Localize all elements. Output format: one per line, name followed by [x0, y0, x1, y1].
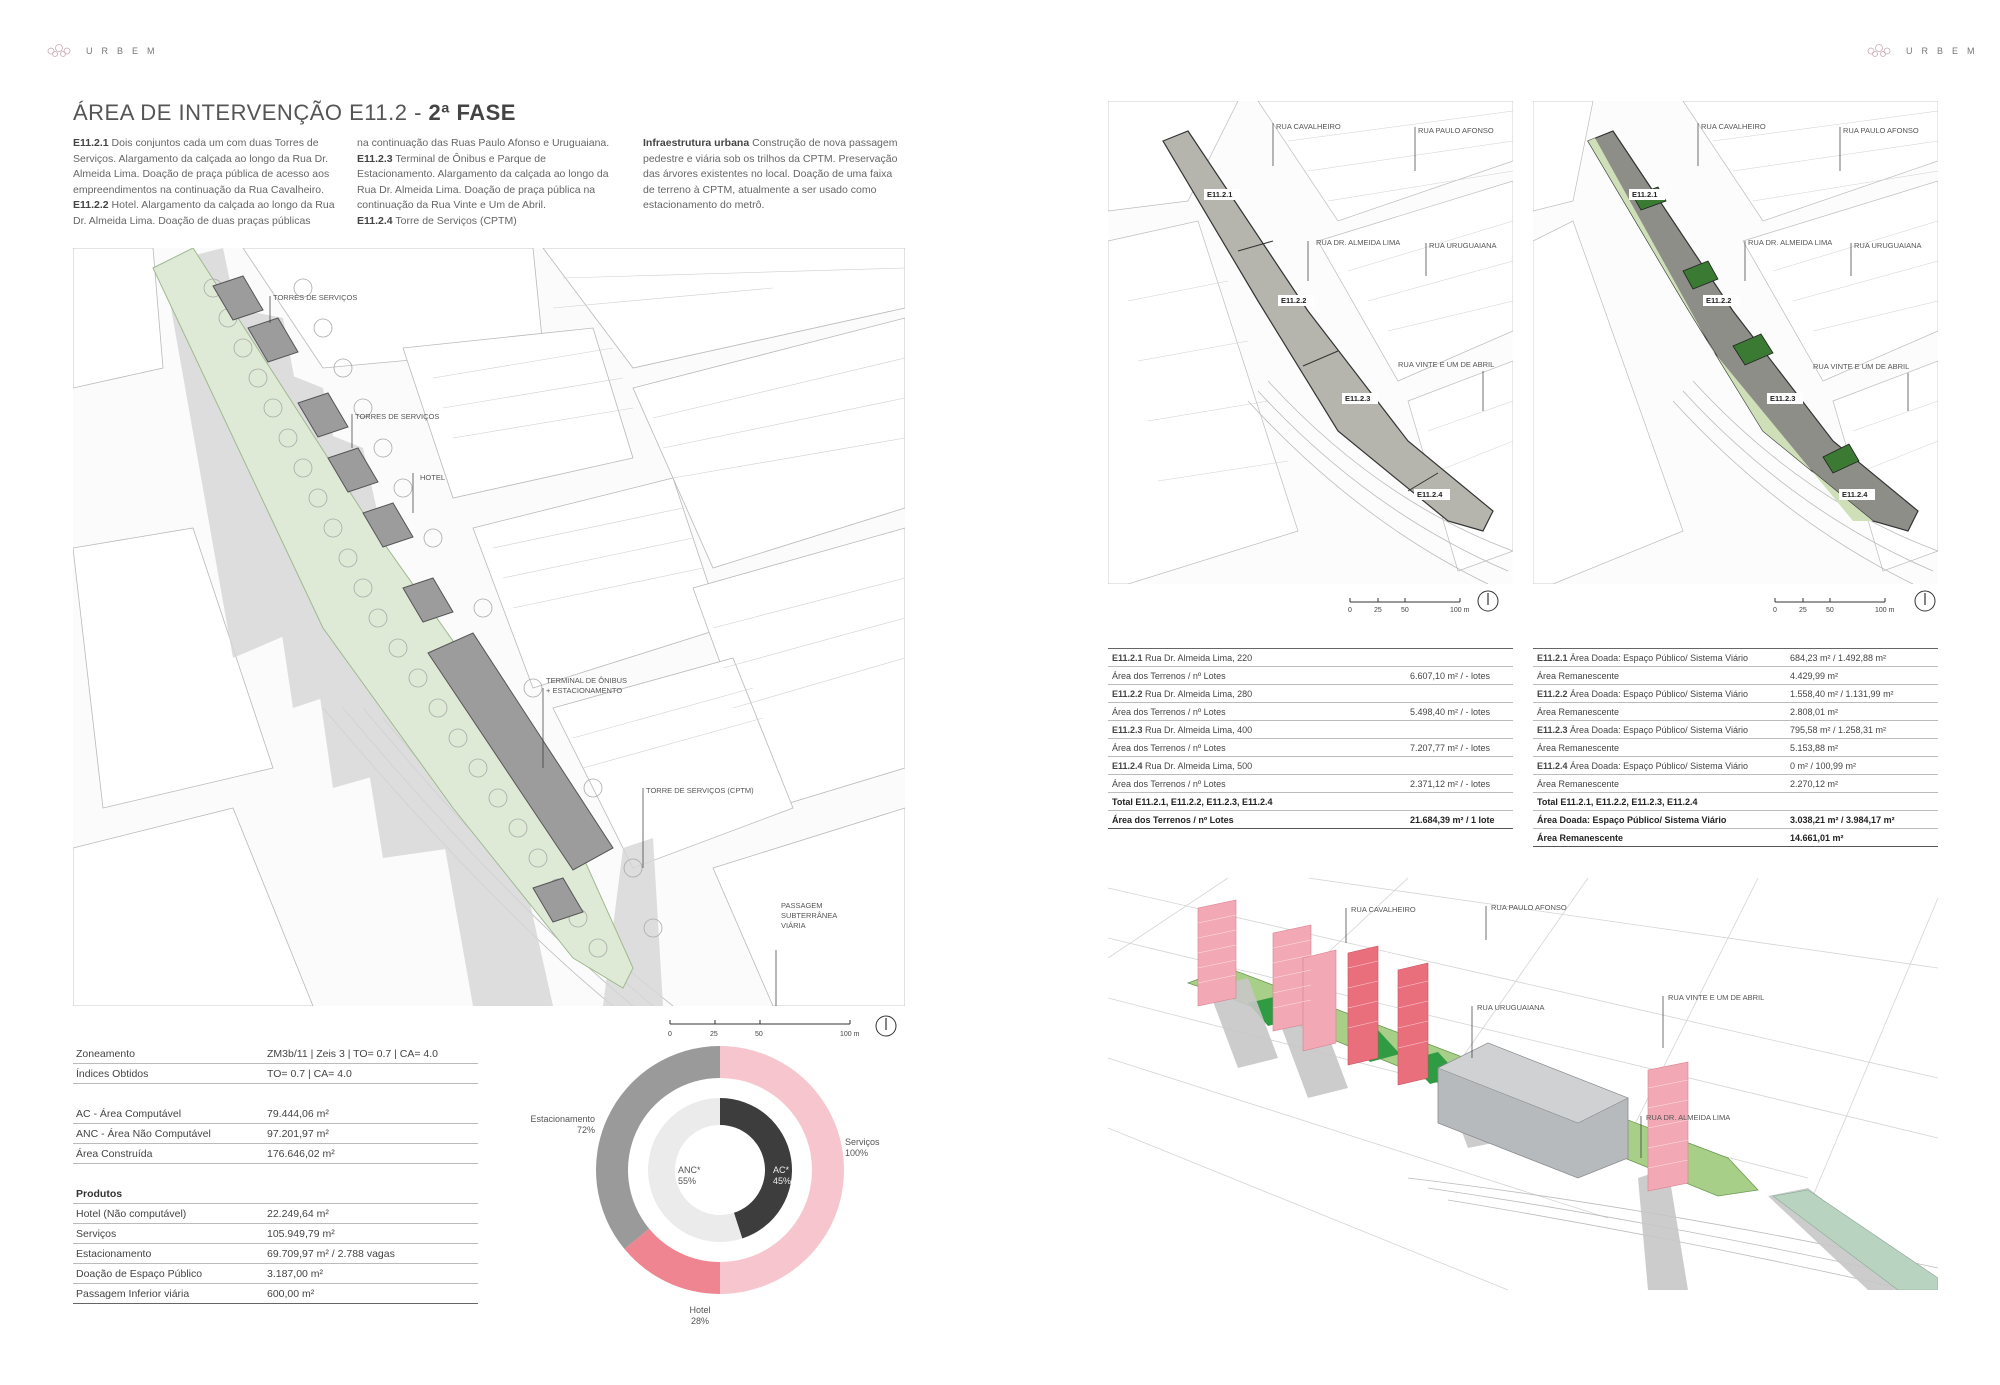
- north-arrow-icon: [1478, 591, 1498, 611]
- street-almeida-lima: RUA DR. ALMEIDA LIMA: [1748, 238, 1833, 247]
- scale-tick: 0: [1348, 607, 1352, 614]
- scale-tick: 100 m: [840, 1031, 860, 1038]
- street-uruguaiana: RUA URUGUAIANA: [1854, 241, 1922, 250]
- lot-tag: E11.2.1: [1207, 190, 1233, 199]
- street-paulo-afonso: RUA PAULO AFONSO: [1418, 126, 1494, 135]
- north-arrow-icon: [1915, 591, 1935, 611]
- table-row: E11.2.1 Área Doada: Espaço Público/ Sistema Viário 684,23 m² / 1.492,88 m²: [1533, 649, 1938, 667]
- scale-tick: 50: [1401, 607, 1409, 614]
- scale-tick: 25: [1799, 607, 1807, 614]
- table-row-total: Área dos Terrenos / nº Lotes 21.684,39 m² / 1 lote: [1108, 811, 1513, 829]
- table-row: Área dos Terrenos / nº Lotes 6.607,10 m² / - lotes: [1108, 667, 1513, 685]
- site-plan-svg: [73, 248, 905, 1006]
- axon-label-vinte-um-abril: RUA VINTE E UM DE ABRIL: [1668, 993, 1765, 1002]
- logo-right: [1862, 42, 1984, 60]
- label-torre-cptm: TORRE DE SERVIÇOS (CPTM): [646, 786, 754, 795]
- label-ac-pct: 45%: [773, 1176, 792, 1186]
- scale-tick: 25: [710, 1031, 718, 1038]
- table-row: ANC - Área Não Computável 97.201,97 m²: [73, 1124, 478, 1144]
- table-row-total: Área Remanescente 14.661,01 m²: [1533, 829, 1938, 847]
- intro-para: Infraestrutura urbana Construção de nova passagem pedestre e viária sob os trilhos da CPTM. Preservação das árvores existentes no local. Doação de uma faixa de terreno à CPTM, atualmente a ser usado como estacionamento do metrô.: [643, 137, 898, 211]
- label-terminal-2: + ESTACIONAMENTO: [546, 686, 623, 695]
- logo-flower-icon: [1862, 42, 1896, 60]
- table-row: Hotel (Não computável) 22.249,64 m²: [73, 1204, 478, 1224]
- label-torres-2: TORRES DE SERVIÇOS: [355, 412, 440, 421]
- table-row: Área Remanescente 2.808,01 m²: [1533, 703, 1938, 721]
- lot-tag: E11.2.4: [1842, 490, 1868, 499]
- page-title: ÁREA DE INTERVENÇÃO E11.2 - 2ª FASE: [73, 100, 516, 125]
- axon-label-uruguaiana: RUA URUGUAIANA: [1477, 1003, 1545, 1012]
- intro-para: E11.2.2 Hotel. Alargamento da calçada ao longo da Rua Dr. Almeida Lima. Doação de duas praças públicas: [73, 199, 335, 227]
- table-row-total: Total E11.2.1, E11.2.2, E11.2.3, E11.2.4: [1108, 793, 1513, 811]
- lot-tag: E11.2.3: [1345, 394, 1371, 403]
- label-torres-1: TORRES DE SERVIÇOS: [273, 293, 358, 302]
- table-row: Doação de Espaço Público 3.187,00 m²: [73, 1264, 478, 1284]
- table-row: Área Remanescente 2.270,12 m²: [1533, 775, 1938, 793]
- table-row: E11.2.1 Rua Dr. Almeida Lima, 220: [1108, 649, 1513, 667]
- intro-col-3: [643, 136, 905, 214]
- axon-label-cavalheiro: RUA CAVALHEIRO: [1351, 905, 1416, 914]
- table-row: Passagem Inferior viária 600,00 m²: [73, 1284, 478, 1304]
- table-row: E11.2.3 Área Doada: Espaço Público/ Sistema Viário 795,58 m² / 1.258,31 m²: [1533, 721, 1938, 739]
- donation-table: [1533, 648, 1938, 847]
- label-hotel-pct: Hotel 28%: [689, 1305, 711, 1326]
- donut-outer-ring: [596, 1046, 844, 1294]
- label-servicos: Serviços 100%: [845, 1137, 880, 1158]
- lot-tag: E11.2.3: [1770, 394, 1796, 403]
- scale-tick: 0: [668, 1031, 672, 1038]
- scale-tick: 50: [755, 1031, 763, 1038]
- table-row: Área Remanescente 5.153,88 m²: [1533, 739, 1938, 757]
- street-vinte-um-abril: RUA VINTE E UM DE ABRIL: [1398, 360, 1495, 369]
- table-row: Serviços 105.949,79 m²: [73, 1224, 478, 1244]
- axonometric-view: [1108, 878, 1938, 1290]
- table-row-heading: Produtos: [73, 1184, 478, 1204]
- site-map-donation-svg: [1533, 101, 1938, 584]
- intro-para: na continuação das Ruas Paulo Afonso e Uruguaiana.: [357, 137, 610, 149]
- scale-tick: 100 m: [1450, 607, 1470, 614]
- table-row: Área Construída 176.646,02 m²: [73, 1144, 478, 1164]
- scale-tick: 50: [1826, 607, 1834, 614]
- intro-para: E11.2.4 Torre de Serviços (CPTM): [357, 214, 517, 227]
- logo-text: URBEM: [86, 46, 164, 56]
- label-passagem-3: VIÁRIA: [781, 921, 806, 930]
- street-paulo-afonso: RUA PAULO AFONSO: [1843, 126, 1919, 135]
- logo-flower-icon: [42, 42, 76, 60]
- north-arrow-icon: [876, 1016, 896, 1036]
- intro-col-1: [73, 136, 335, 229]
- table-row: AC - Área Computável 79.444,06 m²: [73, 1104, 478, 1124]
- donation-scale-bar: [1765, 588, 1937, 618]
- table-row: Zoneamento ZM3b/11 | Zeis 3 | TO= 0.7 | CA= 4.0: [73, 1044, 478, 1064]
- label-passagem-2: SUBTERRÂNEA: [781, 911, 838, 920]
- table-spacer: [73, 1084, 478, 1105]
- site-map-lots: [1108, 101, 1513, 584]
- axonometric-svg: [1108, 878, 1938, 1290]
- table-row: E11.2.2 Área Doada: Espaço Público/ Sistema Viário 1.558,40 m² / 1.131,99 m²: [1533, 685, 1938, 703]
- label-hotel: HOTEL: [420, 473, 446, 482]
- label-terminal-1: TERMINAL DE ÔNIBUS: [546, 676, 627, 685]
- scale-tick: 0: [1773, 607, 1777, 614]
- table-row: Estacionamento 69.709,97 m² / 2.788 vagas: [73, 1244, 478, 1264]
- table-row: Área Remanescente 4.429,99 m²: [1533, 667, 1938, 685]
- table-row: E11.2.4 Rua Dr. Almeida Lima, 500: [1108, 757, 1513, 775]
- tower-4-icon: [1348, 946, 1378, 1065]
- lots-scale-bar: [1340, 588, 1500, 618]
- label-passagem-1: PASSAGEM: [781, 901, 823, 910]
- lots-table: [1108, 648, 1513, 829]
- main-site-plan: [73, 248, 905, 1006]
- summary-table: [73, 1044, 478, 1304]
- tower-1-icon: [1198, 900, 1236, 1006]
- table-row-total: Área Doada: Espaço Público/ Sistema Viário 3.038,21 m² / 3.984,17 m²: [1533, 811, 1938, 829]
- scale-tick: 100 m: [1875, 607, 1895, 614]
- intro-col-2: [357, 136, 619, 229]
- label-estacionamento: Estacionamento 72%: [530, 1114, 595, 1135]
- table-row: Área dos Terrenos / nº Lotes 2.371,12 m² / - lotes: [1108, 775, 1513, 793]
- street-cavalheiro: RUA CAVALHEIRO: [1276, 122, 1341, 131]
- table-row: Área dos Terrenos / nº Lotes 7.207,77 m² / - lotes: [1108, 739, 1513, 757]
- table-row: E11.2.2 Rua Dr. Almeida Lima, 280: [1108, 685, 1513, 703]
- logo-text: URBEM: [1906, 46, 1984, 56]
- site-map-lots-svg: [1108, 101, 1513, 584]
- intro-para: E11.2.1 Dois conjuntos cada um com duas Torres de Serviços. Alargamento da calçada ao longo da Rua Dr. Almeida Lima. Doação de praça pública de acesso aos empreendimentos na continuação da Rua Cavalheiro.: [73, 137, 330, 196]
- axon-label-almeida-lima: RUA DR. ALMEIDA LIMA: [1646, 1113, 1731, 1122]
- main-scale-bar: [660, 1012, 900, 1042]
- label-anc: ANC*: [678, 1165, 701, 1175]
- lot-tag: E11.2.2: [1281, 296, 1307, 305]
- label-anc-pct: 55%: [678, 1176, 697, 1186]
- street-almeida-lima: RUA DR. ALMEIDA LIMA: [1316, 238, 1401, 247]
- table-row: E11.2.3 Rua Dr. Almeida Lima, 400: [1108, 721, 1513, 739]
- table-row: Índices Obtidos TO= 0.7 | CA= 4.0: [73, 1064, 478, 1084]
- street-uruguaiana: RUA URUGUAIANA: [1429, 241, 1497, 250]
- table-row: Área dos Terrenos / nº Lotes 5.498,40 m² / - lotes: [1108, 703, 1513, 721]
- street-vinte-um-abril: RUA VINTE E UM DE ABRIL: [1813, 362, 1910, 371]
- donut-inner-ring: [648, 1098, 792, 1242]
- street-cavalheiro: RUA CAVALHEIRO: [1701, 122, 1766, 131]
- axon-label-paulo-afonso: RUA PAULO AFONSO: [1491, 903, 1567, 912]
- table-row-total: Total E11.2.1, E11.2.2, E11.2.3, E11.2.4: [1533, 793, 1938, 811]
- intro-para: E11.2.3 Terminal de Ônibus e Parque de Estacionamento. Alargamento da calçada ao longo da Rua Dr. Almeida Lima. Doação de praça pública na continuação da Rua Vinte e Um de Abril.: [357, 152, 609, 211]
- site-map-donation: [1533, 101, 1938, 584]
- logo-left: [42, 42, 164, 60]
- table-row: E11.2.4 Área Doada: Espaço Público/ Sistema Viário 0 m² / 100,99 m²: [1533, 757, 1938, 775]
- donut-chart: [590, 1040, 850, 1300]
- lot-tag: E11.2.4: [1417, 490, 1443, 499]
- table-spacer: [73, 1164, 478, 1185]
- scale-tick: 25: [1374, 607, 1382, 614]
- lot-tag: E11.2.1: [1632, 190, 1658, 199]
- lot-tag: E11.2.2: [1706, 296, 1732, 305]
- label-ac: AC*: [773, 1165, 790, 1175]
- tower-5-icon: [1398, 963, 1428, 1085]
